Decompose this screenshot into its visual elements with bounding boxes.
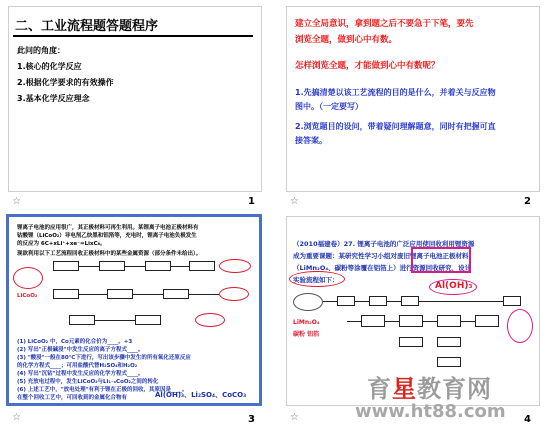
slide-4-text: （LiMn₂O₄、碳粉等涂覆在铝箔上）进行资源回收研究，设计 (293, 264, 472, 272)
question-line: (2) 写出"正极碱浸"中发生反应的离子方程式____。 (17, 347, 144, 353)
flow-arrow (323, 301, 337, 302)
question-line: (3) "酸浸"一般在80℃下进行，写出该步骤中发生的所有氧化还原反应 (17, 355, 191, 361)
slide-2-blue-line: 接答案。 (295, 136, 327, 145)
flow-arrow (385, 321, 399, 322)
flow-arrow (347, 321, 361, 322)
slide-transition-icon[interactable]: ☆ (290, 196, 299, 207)
slide-3-text: 的反应为 6C+xLi⁺+xe⁻=LixC₆。 (17, 241, 106, 247)
flow-box (437, 337, 461, 347)
slide-thumbnail-2[interactable] (286, 6, 540, 192)
question-line: (4) 写出"沉钴"过程中发生反应的化学方程式____。 (17, 371, 144, 377)
flow-arrow (189, 294, 219, 295)
flow-box (437, 357, 461, 367)
watermark-brand-b: 星 (392, 375, 417, 403)
slide-number: 1 (248, 196, 255, 207)
highlight-oval (429, 279, 477, 295)
slide-number: 2 (524, 196, 531, 207)
red-label: LiMn₂O₄ (293, 319, 320, 326)
flow-box (369, 296, 387, 306)
flow-arrow (171, 266, 189, 267)
flow-arrow (419, 301, 503, 302)
slide-2-red-line: 建立全局意识，拿到题之后不要急于下笔，要先 (295, 19, 474, 29)
flow-box (53, 261, 79, 271)
question-line: (1) LiCoO₂ 中，Co元素的化合价为____。+3 (17, 339, 133, 345)
slide-4-text: 实验流程如下： (293, 276, 339, 284)
flow-box (99, 261, 125, 271)
watermark-brand-a: 育 (367, 375, 392, 403)
highlight-oval (219, 259, 251, 273)
answer-text: Al(OH)₃、Li₂SO₄、CoCO₃ (155, 391, 247, 399)
slide-number: 4 (524, 414, 531, 425)
formula-label: Al(OH)₃ (435, 281, 473, 291)
slide-transition-icon[interactable]: ☆ (12, 196, 21, 207)
flow-box (399, 315, 423, 327)
watermark-brand (367, 369, 492, 404)
flow-box (361, 315, 385, 327)
lico2-label: LiCoO₂ (17, 293, 38, 299)
red-label: 碳粉 铝箔 (293, 331, 320, 338)
question-line: 在整个回收工艺中，可回收到的金属化合物有 (17, 395, 128, 401)
slide-thumbnail-3[interactable] (6, 214, 262, 406)
watermark-url: www.ht88.com (355, 401, 506, 422)
question-line: (6) 上述工艺中，"放电处理"有利于锂在正极的回收，其原因是____。 (17, 387, 188, 393)
highlight-oval (507, 309, 533, 343)
slide-1-line: 2.根据化学要求的有效操作 (17, 78, 114, 87)
flow-arrow (95, 320, 135, 321)
slide-4-text: 成为重要课题：某研究性学习小组对废旧锂离子电池正极材料 (293, 252, 469, 260)
question-line: (5) 充放电过程中，发生LiCoO₂与Li₁₋ₓCoO₂之间的转化 (17, 379, 159, 385)
flow-box (135, 315, 161, 325)
flow-box (401, 296, 419, 306)
slide-2-blue-line: 图中。（一定要写） (295, 102, 363, 111)
flow-arrow (133, 294, 163, 295)
slide-transition-icon[interactable]: ☆ (12, 412, 21, 423)
slide-2-red-line: 怎样浏览全题，才能做到心中有数呢？ (295, 61, 440, 71)
slide-1-line: 1.核心的化学反应 (17, 62, 82, 71)
start-oval (293, 293, 323, 311)
flow-box (399, 337, 423, 347)
slide-4-text: （2010福建卷）27. 锂离子电池的广泛应用使回收利用锂资源 (293, 240, 475, 248)
flow-box (337, 296, 355, 306)
slide-1-line: 3.基本化学反应理念 (17, 94, 90, 103)
slide-2-blue-line: 1.先搞清楚以该工艺流程的目的是什么，并着关与反应物 (295, 88, 496, 97)
flow-box (69, 315, 95, 325)
flow-arrow (423, 321, 437, 322)
flow-box (163, 289, 189, 299)
flow-box (475, 315, 499, 327)
highlight-box (411, 247, 471, 273)
flow-box (503, 296, 521, 306)
flow-box (437, 315, 461, 327)
title-underline (13, 35, 253, 37)
flow-arrow (125, 266, 145, 267)
highlight-oval (289, 271, 345, 287)
watermark-brand-c: 教育网 (417, 375, 492, 403)
flow-arrow (355, 301, 369, 302)
slide-3-text: 锂离子电池的应用很广，其正极材料可再生利用。某锂离子电池正极材料有 (17, 225, 199, 231)
flow-box (53, 289, 79, 299)
watermark-logo (345, 367, 543, 429)
highlight-oval (195, 313, 225, 327)
highlight-oval (219, 287, 249, 301)
slide-number: 3 (248, 414, 255, 425)
slide-3-text: 钴酸锂（LiCoO₂）导电剂乙炔黑和铝箔等，充电时，锂离子电池负极发生 (17, 233, 197, 239)
slide-2-blue-line: 2.浏览题目的设问，带着疑问理解题意，同时有把握可直 (295, 122, 496, 131)
flow-arrow (79, 266, 99, 267)
question-line: 的化学方程式____；可用盐酸代替H₂SO₄和H₂O₂ (17, 363, 138, 369)
flow-box (189, 261, 215, 271)
slide-3-text: 现欲利用以下工艺流程回收正极材料中的某些金属资源（部分条件未给出）。 (17, 251, 202, 257)
flow-box (145, 261, 171, 271)
slide-2-red-line: 浏览全题，做到心中有数。 (295, 35, 398, 45)
flow-box (107, 289, 133, 299)
slide-1-line: 此问的角度： (17, 46, 65, 55)
highlight-oval (13, 267, 43, 289)
flow-arrow (79, 294, 107, 295)
flow-arrow (461, 321, 475, 322)
slide-transition-icon[interactable]: ☆ (290, 412, 299, 423)
slide-1-title: 二、工业流程题答题程序 (15, 19, 159, 34)
flow-arrow (387, 301, 401, 302)
slide-thumbnail-1[interactable] (8, 6, 262, 192)
